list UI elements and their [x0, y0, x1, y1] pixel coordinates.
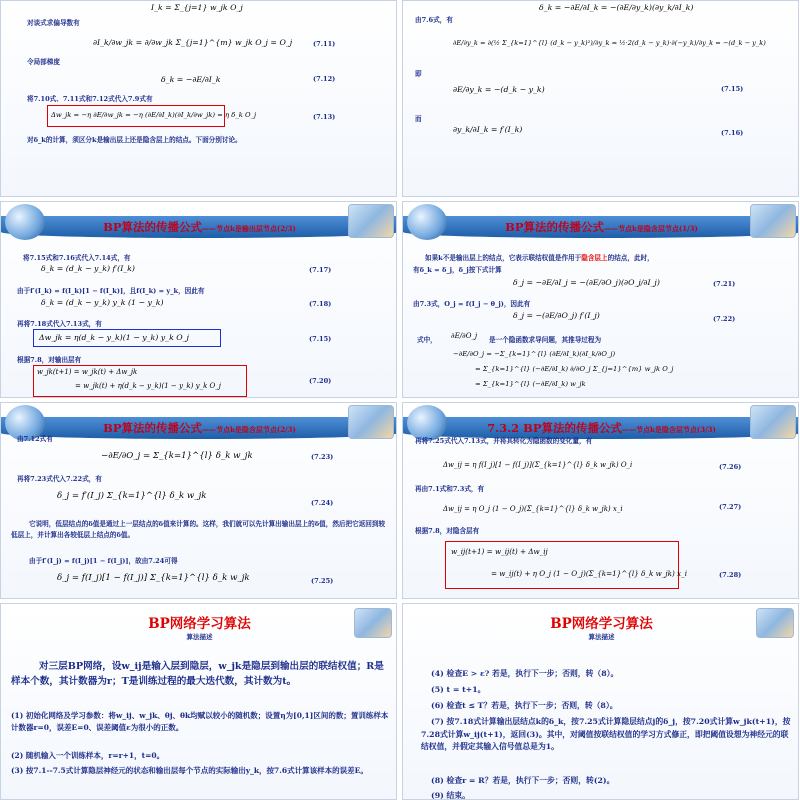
- slide-title: [1, 217, 397, 239]
- equation: Δw_jk = −η ∂E/∂w_jk = −η (∂E/∂I_k)(∂I_k/∂w_jk) = η δ_k O_j: [51, 111, 257, 119]
- slide-4: [402, 201, 799, 398]
- paragraph: 对三层BP网络，设w_ij是输入层到隐层，w_jk是隐层到输出层的联结权值；R是样本个数，其计数器为r；T是训练过程的最大迭代数，其计数为t。: [11, 661, 384, 687]
- equation-number: (7.12): [313, 75, 336, 83]
- equation-number: (7.20): [309, 377, 332, 385]
- text-line: 对δ_k的计算，须区分k是输出层上还是隐含层上的结点。下面分别讨论。: [27, 136, 242, 144]
- slide-subtitle: 算法描述: [588, 633, 615, 641]
- equation: δ_j = f(I_j)[1 − f(I_j)] Σ_{k=1}^{l} δ_k w_jk: [57, 573, 250, 583]
- equation: = w_jk(t) + η(d_k − y_k)(1 − y_k) y_k O_j: [75, 382, 221, 390]
- slide-8: [402, 603, 799, 800]
- text-line: 对谈式求偏导数有: [27, 19, 80, 27]
- slide-title-text: 7.3.2 BP算法的传播公式: [487, 421, 623, 435]
- equation: Δw_jk = η(d_k − y_k)(1 − y_k) y_k O_j: [39, 333, 189, 342]
- equation: ∂E/∂y_k = ∂(½ Σ_{k=1}^{l} (d_k − y_k)²)/∂y_k = ½·2(d_k − y_k)·∂(−y_k)/∂y_k = −(d_k − y_k): [453, 39, 766, 47]
- equation-number: (7.25): [311, 577, 334, 585]
- equation: I_k = Σ_{j=1} w_jk O_j: [151, 3, 243, 12]
- text-line: 令局部梯度: [27, 58, 60, 66]
- equation-number: (7.24): [311, 499, 334, 507]
- equation-number: (7.13): [313, 113, 336, 121]
- slide-header: [1, 202, 397, 248]
- slide-title-text: BP算法的传播公式: [103, 421, 203, 435]
- paragraph: (4) 检查E > ε? 若是，执行下一步；否则，转（8）。: [431, 669, 619, 678]
- slide-7: [0, 603, 397, 800]
- slide-6: [402, 402, 799, 599]
- text-line: 由7.3式，O_j = f(I_j − θ_j)，因此有: [413, 300, 531, 308]
- text-line: 再将7.18式代入7.13式，有: [17, 320, 102, 328]
- slide-subtitle: ——节点k是隐含层节点(2/3): [202, 425, 296, 434]
- equation: Δw_ij = η O_j (1 − O_j)(Σ_{k=1}^{l} δ_k w_jk) x_i: [443, 505, 623, 513]
- equation-number: (7.15): [721, 85, 744, 93]
- equation-number: (7.22): [713, 315, 736, 323]
- equation: w_jk(t+1) = w_jk(t) + Δw_jk: [37, 368, 138, 376]
- slide-header: [1, 403, 397, 449]
- slide-3: [0, 201, 397, 398]
- text-line: 由7.6式，有: [415, 16, 453, 24]
- slide-subtitle: ——节点k是隐含层节点(1/3): [604, 224, 698, 233]
- equation: = w_ij(t) + η O_j (1 − O_j)(Σ_{k=1}^{l} δ_k w_jk) x_i: [491, 569, 687, 578]
- text-line: 而: [415, 115, 422, 123]
- paragraph: (6) 检查t ≤ T？若是，执行下一步；否则，转（8）。: [431, 701, 618, 710]
- text-fragment: 的结点，此时，: [607, 254, 654, 262]
- equation: ∂y_k/∂I_k = f′(I_k): [453, 125, 523, 134]
- paragraph: (9) 结束。: [431, 791, 470, 800]
- slide-title-text: BP算法的传播公式: [505, 220, 605, 234]
- equation: ∂E/∂y_k = −(d_k − y_k): [453, 85, 545, 94]
- text-line: 根据7.8，对隐含层有: [415, 527, 480, 535]
- text-fragment: 如果k不是输出层上的结点，它表示联结权值是作用于: [425, 254, 582, 262]
- text-line: 再将7.23式代入7.22式，有: [17, 475, 102, 483]
- paragraph: (5) t = t+1。: [431, 685, 486, 694]
- equation: δ_k = (d_k − y_k) y_k (1 − y_k): [41, 298, 164, 307]
- text-line: 由于f′(I_j) = f(I_j)[1 − f(I_j)]，故由7.24可得: [29, 557, 178, 565]
- equation: δ_j = f′(I_j) Σ_{k=1}^{l} δ_k w_jk: [57, 491, 207, 501]
- equation: δ_k = (d_k − y_k) f′(I_k): [41, 264, 135, 273]
- text-line: 式中，: [417, 336, 437, 344]
- equation-number: (7.27): [719, 503, 742, 511]
- text-line: 由7.12式有: [17, 435, 53, 443]
- equation: δ_j = −∂E/∂I_j = −(∂E/∂O_j)(∂O_j/∂I_j): [513, 278, 660, 287]
- equation-number: (7.11): [313, 40, 336, 48]
- text-line: 将7.15式和7.16式代入7.14式，有: [23, 254, 131, 262]
- equation: = Σ_{k=1}^{l} (−∂E/∂I_k) ∂/∂O_j Σ_{j=1}^{m} w_jk O_j: [475, 365, 674, 373]
- text-line: 再将7.25式代入7.13式，并将其转化为隐函数的变化量，有: [415, 437, 593, 445]
- text-line: [425, 252, 654, 262]
- text-line: 将7.10式、7.11式和7.12式代入7.9式有: [27, 95, 153, 103]
- paragraph: (7) 按7.18式计算输出层结点k的δ_k，按7.25式计算隐层结点j的δ_j，按7.20式计算w_jk(t+1)，按7.28式计算w_ij(t+1)，返回(3)。其中，对阈值按联结权值的学习方式修正，即把阈值设想为神经元的联结权值，并假定其输入信号值总是为1。: [421, 717, 791, 751]
- equation: −∂E/∂O_j = Σ_{k=1}^{l} δ_k w_jk: [101, 451, 253, 461]
- slide-1: [0, 0, 397, 197]
- slide-title: [403, 217, 799, 239]
- equation: Δw_ij = η f(I_j)[1 − f(I_j)](Σ_{k=1}^{l} δ_k w_jk) O_i: [443, 461, 633, 469]
- slide-subtitle: ——节点k是隐含层节点(3/3): [622, 425, 716, 434]
- equation-number: (7.23): [311, 453, 334, 461]
- text-line: 由于f′(I_k) = f(I_k)[1 − f(I_k)]，且f(I_k) = y_k，因此有: [17, 287, 205, 295]
- slide-title: [1, 418, 397, 440]
- slide-title: BP网络学习算法: [148, 616, 251, 632]
- equation: ∂I_k/∂w_jk = ∂/∂w_jk Σ_{j=1}^{m} w_jk O_j = O_j: [93, 38, 293, 47]
- paragraph: 它说明，低层结点的δ值是通过上一层结点的δ值来计算的。这样，我们就可以先计算出输出层上的δ值，然后把它返回到较低层上，并计算出各较低层上结点的δ值。: [11, 520, 386, 539]
- text-line: 即: [415, 70, 422, 78]
- equation: −∂E/∂O_j = −Σ_{k=1}^{l} (∂E/∂I_k)(∂I_k/∂O_j): [453, 350, 616, 358]
- equation-number: (7.16): [721, 129, 744, 137]
- slide-5: [0, 402, 397, 599]
- slide-subtitle: 算法描述: [186, 633, 213, 641]
- paragraph: (8) 检查r = R？若是，执行下一步；否则，转(2)。: [431, 776, 615, 785]
- equation-number: (7.26): [719, 463, 742, 471]
- text-line: 根据7.8，对输出层有: [17, 356, 82, 364]
- equation-number: (7.17): [309, 266, 332, 274]
- paragraph: (2) 随机输入一个训练样本，r=r+1，t=0。: [11, 751, 165, 760]
- equation: w_ij(t+1) = w_ij(t) + Δw_ij: [451, 547, 548, 556]
- equation-number: (7.15): [309, 335, 332, 343]
- text-line: 再由7.1式和7.3式，有: [415, 485, 485, 493]
- paragraph: (1) 初始化网络及学习参数：将w_ij、w_jk、θj、θk均赋以较小的随机数；设置η为[0,1]区间的数；置训练样本计数器r=0，误差E=0、误差阈值ε为很小的正数。: [11, 711, 389, 732]
- text-line: 是一个隐函数求导问题，其推导过程为: [489, 336, 602, 344]
- slide-header: [403, 202, 799, 248]
- equation-number: (7.21): [713, 280, 736, 288]
- equation: ∂E/∂O_j: [451, 332, 478, 340]
- highlighted-term: 隐含层上: [581, 254, 608, 262]
- paragraph: (3) 按7.1--7.5式计算隐层神经元的状态和输出层每个节点的实际输出y_k，按7.6式计算该样本的误差E。: [11, 766, 368, 775]
- slide-subtitle: ——节点k是输出层节点(2/3): [202, 224, 296, 233]
- slide-title: BP网络学习算法: [550, 616, 653, 632]
- slide-title-text: BP算法的传播公式: [103, 220, 203, 234]
- equation-number: (7.28): [719, 571, 742, 579]
- equation: δ_k = −∂E/∂I_k: [161, 75, 221, 84]
- text-line: 有δ_k = δ_j，δ_j按下式计算: [413, 266, 502, 274]
- equation-number: (7.18): [309, 300, 332, 308]
- equation: δ_j = −(∂E/∂O_j) f′(I_j): [513, 311, 600, 320]
- equation: δ_k = −∂E/∂I_k = −(∂E/∂y_k)(∂y_k/∂I_k): [539, 3, 694, 12]
- equation: = Σ_{k=1}^{l} (−∂E/∂I_k) w_jk: [475, 380, 586, 388]
- slide-2: [402, 0, 799, 197]
